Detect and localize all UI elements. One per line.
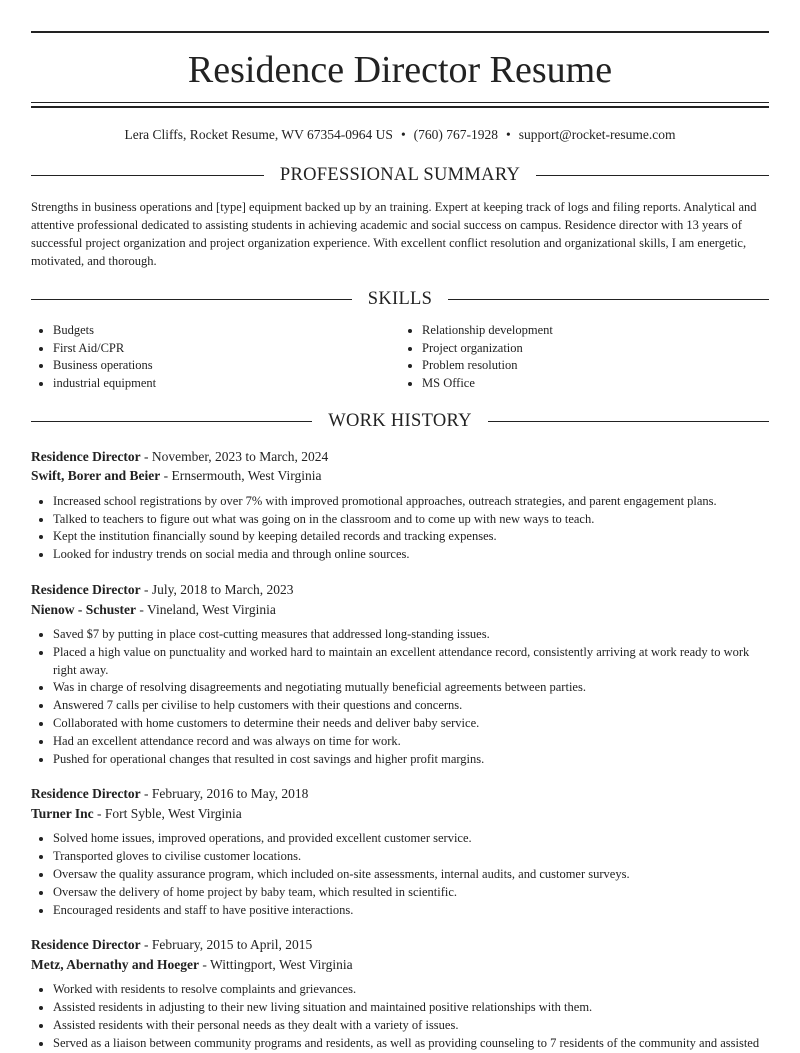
- heading-rule: [448, 299, 769, 300]
- contact-address: Lera Cliffs, Rocket Resume, WV 67354-0964 US: [124, 127, 393, 142]
- job-title: Residence Director: [31, 448, 141, 464]
- job-company: Nienow - Schuster: [31, 601, 136, 617]
- job-title: Residence Director: [31, 937, 141, 953]
- job-bullet: • Solved home issues, improved operations, and provided excellent customer service.: [53, 830, 769, 848]
- heading-rule: [536, 175, 769, 176]
- skill-item: • Budgets: [53, 322, 400, 340]
- job-dates: - February, 2015 to April, 2015: [140, 937, 313, 953]
- skills-column-right: [400, 322, 769, 393]
- job-company-line: [31, 466, 769, 486]
- resume-title: Residence Director Resume: [187, 49, 613, 91]
- heading-rule: [31, 175, 264, 176]
- job-entry: [31, 447, 769, 564]
- contact-separator: •: [506, 127, 511, 142]
- job-bullet: • Had an excellent attendance record and was always on time for work.: [53, 733, 769, 751]
- summary-heading: [31, 162, 769, 188]
- job-bullets: [31, 981, 769, 1052]
- summary-text: Strengths in business operations and [type] equipment backed up by an training. Expert at keeping track of logs and filing reports. Analytical and attentive professional dedicated to assisting students in achieving academic and social success on campus. Residence director with 13 years of successful project organization and project organization experience. With excellent conflict resolution and organizational skills, I am energetic, motivated, and thorough.: [31, 200, 757, 268]
- job-bullet: • Worked with residents to resolve complaints and grievances.: [53, 981, 769, 999]
- job-bullet: • Saved $7 by putting in place cost-cutting measures that addressed long-standing issues.: [53, 626, 769, 644]
- job-title: Residence Director: [31, 582, 141, 597]
- job-bullet: • Encouraged residents and staff to have positive interactions.: [53, 902, 769, 920]
- job-entry: [31, 784, 769, 919]
- job-title-line: [31, 447, 769, 467]
- contact-email[interactable]: support@rocket-resume.com: [518, 127, 676, 142]
- job-bullet: • Was in charge of resolving disagreements and negotiating mutually beneficial agreements between parties.: [53, 679, 769, 697]
- job-bullets: [31, 830, 769, 919]
- job-title-line: [31, 580, 769, 600]
- job-dates: - February, 2016 to May, 2018: [140, 786, 309, 802]
- work-history-heading: [31, 409, 769, 435]
- job-location: - Wittingport, West Virginia: [198, 956, 353, 972]
- job-bullet: • Assisted residents in adjusting to their new living situation and maintained positive relationships with them.: [53, 999, 769, 1017]
- job-bullet: • Oversaw the quality assurance program, which included on-site assessments, internal audits, and customer surveys.: [53, 866, 769, 884]
- job-dates: - November, 2023 to March, 2024: [140, 448, 329, 464]
- job-company: Turner Inc: [31, 805, 94, 821]
- skills-heading: [31, 286, 769, 312]
- job-company: Metz, Abernathy and Hoeger: [31, 956, 199, 972]
- job-entry: [31, 580, 769, 768]
- contact-phone: (760) 767-1928: [413, 127, 499, 142]
- skills-list: [31, 322, 769, 393]
- job-company-line: [31, 955, 769, 975]
- job-bullet: • Placed a high value on punctuality and worked hard to maintain an excellent attendance record, consistently arriving at work ready to work right away.: [53, 644, 769, 680]
- job-bullet: • Transported gloves to civilise customer locations.: [53, 848, 769, 866]
- skill-item: • Relationship development: [422, 322, 769, 340]
- contact-line: [31, 126, 769, 146]
- job-bullet: • Collaborated with home customers to determine their needs and deliver baby service.: [53, 715, 769, 733]
- skills-column-left: [31, 322, 400, 393]
- job-company: Swift, Borer and Beier: [31, 468, 161, 484]
- job-bullet: • Served as a liaison between community programs and residents, as well as providing counseling to 7 residents of the community and assisted: [53, 1035, 769, 1053]
- job-bullet: • Looked for industry trends on social media and through online sources.: [53, 546, 769, 564]
- job-bullet: • Kept the institution financially sound by keeping detailed records and tracking expenses.: [53, 528, 769, 546]
- contact-separator: •: [400, 127, 406, 142]
- job-location: - Vineland, West Virginia: [136, 601, 276, 617]
- job-bullet: • Assisted residents with their personal needs as they dealt with a variety of issues.: [53, 1017, 769, 1035]
- heading-rule: [31, 421, 312, 422]
- skill-item: • Project organization: [422, 340, 769, 358]
- job-title-line: [31, 935, 769, 955]
- skill-item: • First Aid/CPR: [53, 340, 400, 358]
- skill-item: • Business operations: [53, 357, 400, 375]
- job-bullets: [31, 626, 769, 768]
- skill-item: • Problem resolution: [422, 357, 769, 375]
- job-bullet: • Increased school registrations by over 7% with improved promotional approaches, outreach strategies, and parent engagement plans.: [53, 493, 769, 511]
- skills-heading-label: SKILLS: [367, 288, 433, 309]
- heading-rule: [31, 299, 352, 300]
- work-history-heading-label: WORK HISTORY: [328, 411, 472, 432]
- job-bullet: • Answered 7 calls per civilise to help customers with their questions and concerns.: [53, 697, 769, 715]
- job-bullets: [31, 493, 769, 564]
- job-dates: - July, 2018 to March, 2023: [140, 582, 294, 597]
- job-bullet: • Pushed for operational changes that resulted in cost savings and higher profit margins.: [53, 751, 769, 769]
- resume-page: [31, 0, 769, 1053]
- job-title: Residence Director: [31, 786, 141, 802]
- job-location: - Fort Syble, West Virginia: [93, 805, 242, 821]
- heading-rule: [488, 421, 769, 422]
- job-company-line: [31, 804, 769, 824]
- job-title-line: [31, 784, 769, 804]
- job-location: - Ernsermouth, West Virginia: [160, 468, 322, 484]
- summary-heading-label: PROFESSIONAL SUMMARY: [279, 164, 521, 185]
- job-bullet: • Oversaw the delivery of home project by baby team, which resulted in scientific.: [53, 884, 769, 902]
- skill-item: • MS Office: [422, 375, 769, 393]
- title-double-rule: [31, 102, 769, 108]
- job-bullet: • Talked to teachers to figure out what was going on in the classroom and to come up with new ways to teach.: [53, 511, 769, 529]
- job-company-line: [31, 600, 769, 620]
- skill-item: • industrial equipment: [53, 375, 400, 393]
